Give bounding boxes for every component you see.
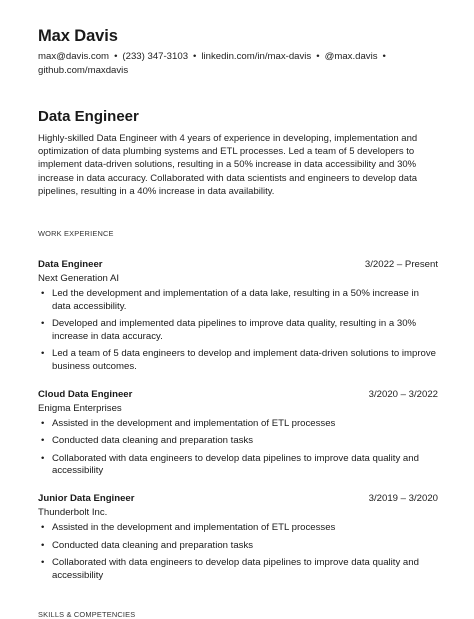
job-title: Junior Data Engineer xyxy=(38,492,135,504)
bullet-text: Conducted data cleaning and preparation tasks xyxy=(52,539,254,551)
list-item xyxy=(41,417,438,431)
list-item xyxy=(41,318,438,343)
job-bullets xyxy=(38,418,438,478)
summary-title: Data Engineer xyxy=(38,108,139,125)
contact-github[interactable]: github.com/maxdavis xyxy=(38,65,129,76)
contact-email: max@davis.com xyxy=(38,51,110,62)
job-header xyxy=(38,258,438,271)
job-dates: 3/2022 – Present xyxy=(364,259,438,271)
contact-separator: • xyxy=(114,51,118,62)
job-title: Data Engineer xyxy=(38,259,103,271)
bullet-icon: • xyxy=(41,348,45,360)
list-item xyxy=(41,557,438,582)
list-item xyxy=(41,539,438,553)
bullet-text: Assisted in the development and implementation of ETL processes xyxy=(52,521,336,533)
list-item xyxy=(41,452,438,478)
job-dates: 3/2019 – 3/2020 xyxy=(368,492,438,504)
bullet-text: Collaborated with data engineers to develop data pipelines to improve data quality and accessibility xyxy=(52,557,419,581)
work-experience-heading: WORK EXPERIENCE xyxy=(38,229,114,239)
contact-separator: • xyxy=(316,51,320,62)
bullet-text: Led a team of 5 data engineers to develop and implement data-driven solutions to improve business outcomes. xyxy=(52,348,436,372)
list-item xyxy=(41,348,438,373)
summary-text: Highly-skilled Data Engineer with 4 years of experience in developing, implementation and optimization of data plumbing systems and ETL processes. Led a team of 5 developers to implement data-driven solutions, resulting in a 50% increase in data accessibility and 30% increase in data accuracy. Collaborated with data scientists and engineers to develop data pipelines, resulting in a 40% increase in data availability. xyxy=(38,133,418,197)
list-item xyxy=(41,435,438,448)
job-dates: 3/2020 – 3/2022 xyxy=(368,388,438,400)
bullet-text: Led the development and implementation of a data lake, resulting in a 50% increase in data accessibility. xyxy=(52,288,419,312)
bullet-icon: • xyxy=(41,288,45,300)
job-entry xyxy=(38,492,438,582)
bullet-icon: • xyxy=(41,539,45,551)
bullet-text: Collaborated with data engineers to develop data pipelines to improve data quality and accessibility xyxy=(52,452,419,477)
list-item xyxy=(41,288,438,313)
contact-handle: @max.davis xyxy=(324,51,378,62)
contact-separator: • xyxy=(382,51,386,62)
job-company: Enigma Enterprises xyxy=(38,402,122,414)
contact-line xyxy=(38,50,438,78)
bullet-icon: • xyxy=(41,521,45,533)
job-entry xyxy=(38,258,438,374)
job-entry xyxy=(38,388,438,478)
bullet-text: Developed and implemented data pipelines to improve data quality, resulting in a 30% increase in data accuracy. xyxy=(52,318,417,342)
bullet-icon: • xyxy=(41,435,45,447)
list-item xyxy=(41,521,438,535)
job-header xyxy=(38,492,438,505)
job-bullets xyxy=(38,288,438,374)
bullet-text: Conducted data cleaning and preparation tasks xyxy=(52,435,254,447)
bullet-icon: • xyxy=(41,417,45,429)
candidate-name: Max Davis xyxy=(38,27,118,45)
job-title: Cloud Data Engineer xyxy=(38,388,133,400)
job-company: Thunderbolt Inc. xyxy=(38,506,108,518)
bullet-icon: • xyxy=(41,318,45,330)
job-bullets xyxy=(38,522,438,582)
contact-linkedin[interactable]: linkedin.com/in/max-davis xyxy=(201,51,312,62)
skills-heading: SKILLS & COMPETENCIES xyxy=(38,610,136,619)
bullet-icon: • xyxy=(41,557,45,569)
bullet-text: Assisted in the development and implementation of ETL processes xyxy=(52,417,336,429)
contact-separator: • xyxy=(193,51,197,62)
contact-phone: (233) 347-3103 xyxy=(122,51,189,62)
bullet-icon: • xyxy=(41,452,45,464)
job-company: Next Generation AI xyxy=(38,273,120,285)
job-header xyxy=(38,388,438,401)
